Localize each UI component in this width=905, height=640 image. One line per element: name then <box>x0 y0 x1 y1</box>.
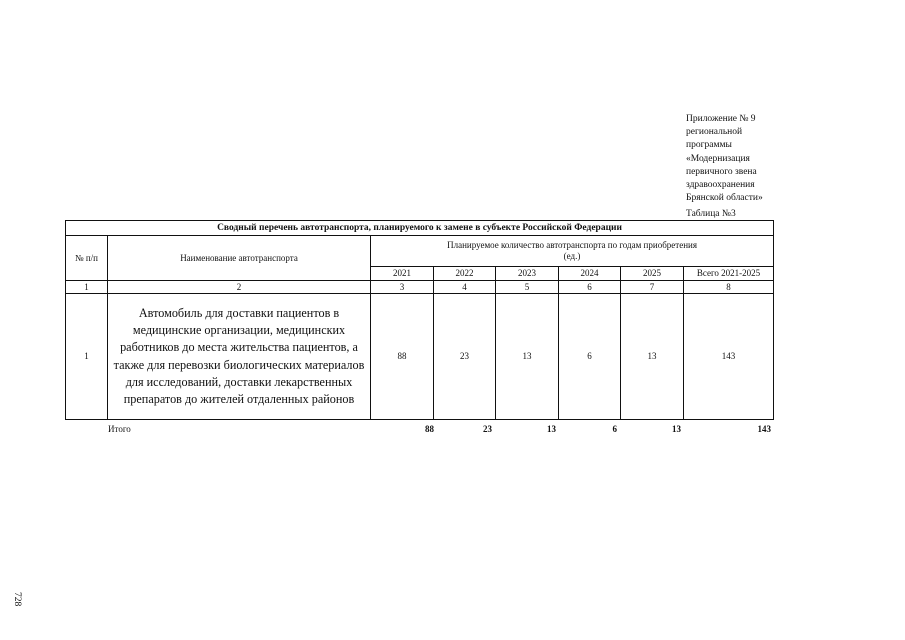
table-title: Сводный перечень автотранспорта, планируемого к замене в субъекте Российской Федерации <box>66 221 774 236</box>
header-num: № п/п <box>66 236 108 281</box>
header-year: 2023 <box>496 267 559 281</box>
header-unit: (ед.) <box>563 251 581 261</box>
column-number: 8 <box>684 281 774 294</box>
table-row <box>66 294 774 420</box>
appendix-header <box>686 113 796 205</box>
row-value-total: 143 <box>684 294 774 420</box>
totals-value: 6 <box>612 424 617 434</box>
totals-value: 13 <box>672 424 681 434</box>
column-number: 3 <box>371 281 434 294</box>
appendix-line: Брянской области» <box>686 193 763 204</box>
appendix-line: региональной <box>686 127 743 138</box>
column-number: 7 <box>621 281 684 294</box>
totals-row <box>0 424 905 438</box>
column-number: 5 <box>496 281 559 294</box>
totals-value: 13 <box>547 424 556 434</box>
header-year: 2021 <box>371 267 434 281</box>
row-value: 88 <box>371 294 434 420</box>
table-number: Таблица №3 <box>686 209 736 219</box>
row-name-cell <box>108 294 371 420</box>
header-name: Наименование автотранспорта <box>108 236 371 281</box>
appendix-line: Приложение № 9 <box>686 114 756 124</box>
appendix-line: здравоохранения <box>686 180 755 191</box>
appendix-line: «Модернизация <box>686 153 750 164</box>
column-number: 4 <box>434 281 496 294</box>
header-planned-text: Планируемое количество автотранспорта по годам приобретения <box>447 240 697 250</box>
totals-value: 88 <box>425 424 434 434</box>
header-year-total: Всего 2021-2025 <box>684 267 774 281</box>
row-value: 6 <box>559 294 621 420</box>
header-year: 2025 <box>621 267 684 281</box>
appendix-line: первичного звена <box>686 166 757 177</box>
totals-label: Итого <box>108 424 131 434</box>
header-year: 2024 <box>559 267 621 281</box>
column-number: 6 <box>559 281 621 294</box>
row-value: 13 <box>496 294 559 420</box>
header-planned <box>371 236 774 267</box>
row-value: 23 <box>434 294 496 420</box>
row-value: 13 <box>621 294 684 420</box>
row-num: 1 <box>66 294 108 420</box>
row-name: Автомобиль для доставки пациентов в медицинские организации, медицинских работников до места жительства пациентов, а также для перевозки биологических материалов для исследований, доставки лекарственных препаратов до жителей отдаленных районов <box>113 305 365 406</box>
column-number: 2 <box>108 281 371 294</box>
totals-value: 143 <box>757 424 771 434</box>
totals-value: 23 <box>483 424 492 434</box>
header-year: 2022 <box>434 267 496 281</box>
column-number: 1 <box>66 281 108 294</box>
page-number: 728 <box>12 592 22 607</box>
appendix-line: программы <box>686 140 732 151</box>
vehicle-table <box>65 220 774 420</box>
